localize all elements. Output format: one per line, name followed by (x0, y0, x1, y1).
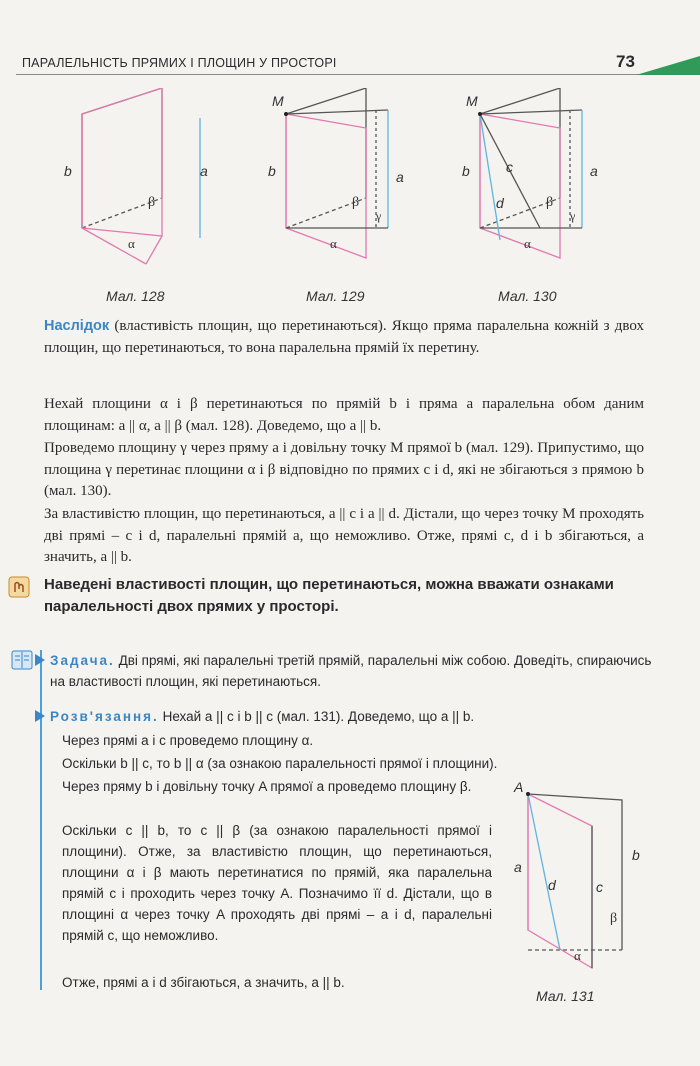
proof-paragraph-2: Проведемо площину γ через пряму a і довільну точку M прямої b (мал. 129). Припустимо, що площина γ перетинає площини α і β відповідно по прямих c і d, які не збігаються з прямою b (мал. 130). (44, 440, 644, 499)
header-rule (16, 74, 696, 75)
solution-line-4: Через пряму b і довільну точку A прямої a проведемо площину β. (62, 779, 472, 794)
header-corner-wedge (636, 54, 700, 76)
fig131-label-d: d (548, 877, 556, 893)
fig128-label-alpha: α (128, 236, 135, 251)
solution-line-6: Отже, прямі a і d збігаються, а значить, a || b. (62, 975, 345, 990)
fig131-label-a: a (514, 859, 522, 875)
running-title: ПАРАЛЕЛЬНІСТЬ ПРЯМИХ І ПЛОЩИН У ПРОСТОРІ (22, 56, 337, 70)
proof-paragraph-1: Нехай площини α і β перетинаються по прямій b і пряма a паралельна обом даним площинам: a || α, a || β (мал. 128). Доведемо, що a || b. (44, 396, 644, 434)
fig128-label-beta: β (148, 195, 156, 210)
fig129-label-alpha: α (330, 236, 337, 251)
corollary-text: (властивість площин, що перетинаються). Якщо пряма паралельна кожній з двох площин, що перетинаються, то вона паралельна прямій їх перетину. (44, 318, 644, 356)
task-text: Дві прямі, які паралельні третій прямій, паралельні між собою. Доведіть, спираючись на властивості площин, які перетинаються. (50, 653, 652, 689)
solution-line-1-text: Нехай a || c і b || c (мал. 131). Доведемо, що a || b. (158, 709, 475, 724)
note-hand-icon (8, 576, 30, 598)
solution-line-2: Через прямі a і c проведемо площину α. (62, 733, 314, 748)
figure-129 (284, 88, 388, 258)
fig130-label-gamma: γ (570, 209, 576, 223)
figures-row (40, 88, 640, 318)
corollary-term: Наслідок (44, 318, 110, 334)
solution-line-3: Оскільки b || c, то b || α (за ознакою паралельності прямої і площини). (62, 756, 498, 771)
fig131-label-b: b (632, 847, 640, 863)
fig130-label-beta: β (546, 195, 554, 210)
solution-line-5: Оскільки c || b, то c || β (за ознакою паралельності прямої і площини). Отже, за властивістю площин, що перетинаються, площини α і β мають перетинатися по прямій, яка паралельна прямій c і проходить через точку A. Позначимо її d. Дістали, що в площині α через точку A проходять дві прямі – a і d, паралельні прямій c, що неможливо. (62, 823, 492, 943)
fig129-label-M: M (272, 93, 284, 109)
fig130-label-alpha: α (524, 236, 531, 251)
proof-paragraph-3: За властивістю площин, що перетинаються, a || c і a || d. Дістали, що через точку M проходять дві прямі – c і d, паралельні прямій a, що неможливо. Отже, прямі c, d і b збігаються, а значить, a || b. (44, 506, 644, 565)
fig131-label-c: c (596, 879, 603, 895)
solution-side-rule (40, 650, 42, 990)
fig129-label-b: b (268, 163, 276, 179)
fig130-label-b: b (462, 163, 470, 179)
caption-fig-129: Мал. 129 (306, 288, 365, 304)
fig130-label-a: a (590, 163, 598, 179)
fig129-label-a: a (396, 169, 404, 185)
solution-label: Розв'язання. (50, 709, 159, 724)
fig130-label-M: M (466, 93, 478, 109)
page-header (16, 50, 700, 80)
figures-drawing (40, 88, 640, 288)
task-book-icon (10, 648, 34, 672)
note-statement: Наведені властивості площин, що перетинаються, можна вважати ознаками паралельності двох прямих у просторі. (44, 576, 614, 615)
task-arrow-icon (33, 654, 45, 666)
fig129-label-gamma: γ (376, 209, 382, 223)
fig130-label-c: c (506, 159, 513, 175)
figure-130 (478, 88, 582, 258)
task-label: Задача. (50, 653, 115, 668)
caption-fig-131: Мал. 131 (536, 988, 595, 1004)
figure-128 (82, 88, 200, 264)
corollary-paragraph (44, 316, 644, 359)
task-block (50, 650, 660, 692)
fig130-label-d: d (496, 195, 504, 211)
page-number: 73 (616, 52, 635, 71)
fig131-label-beta: β (610, 911, 618, 926)
solution-line-1 (50, 706, 660, 727)
fig128-label-b: b (64, 163, 72, 179)
fig131-label-A: A (514, 780, 524, 795)
caption-fig-130: Мал. 130 (498, 288, 557, 304)
figure-131 (512, 780, 672, 980)
fig128-label-a: a (200, 163, 208, 179)
solution-arrow-icon (33, 710, 45, 722)
fig131-label-alpha: α (574, 948, 581, 963)
caption-fig-128: Мал. 128 (106, 288, 165, 304)
fig129-label-beta: β (352, 195, 360, 210)
